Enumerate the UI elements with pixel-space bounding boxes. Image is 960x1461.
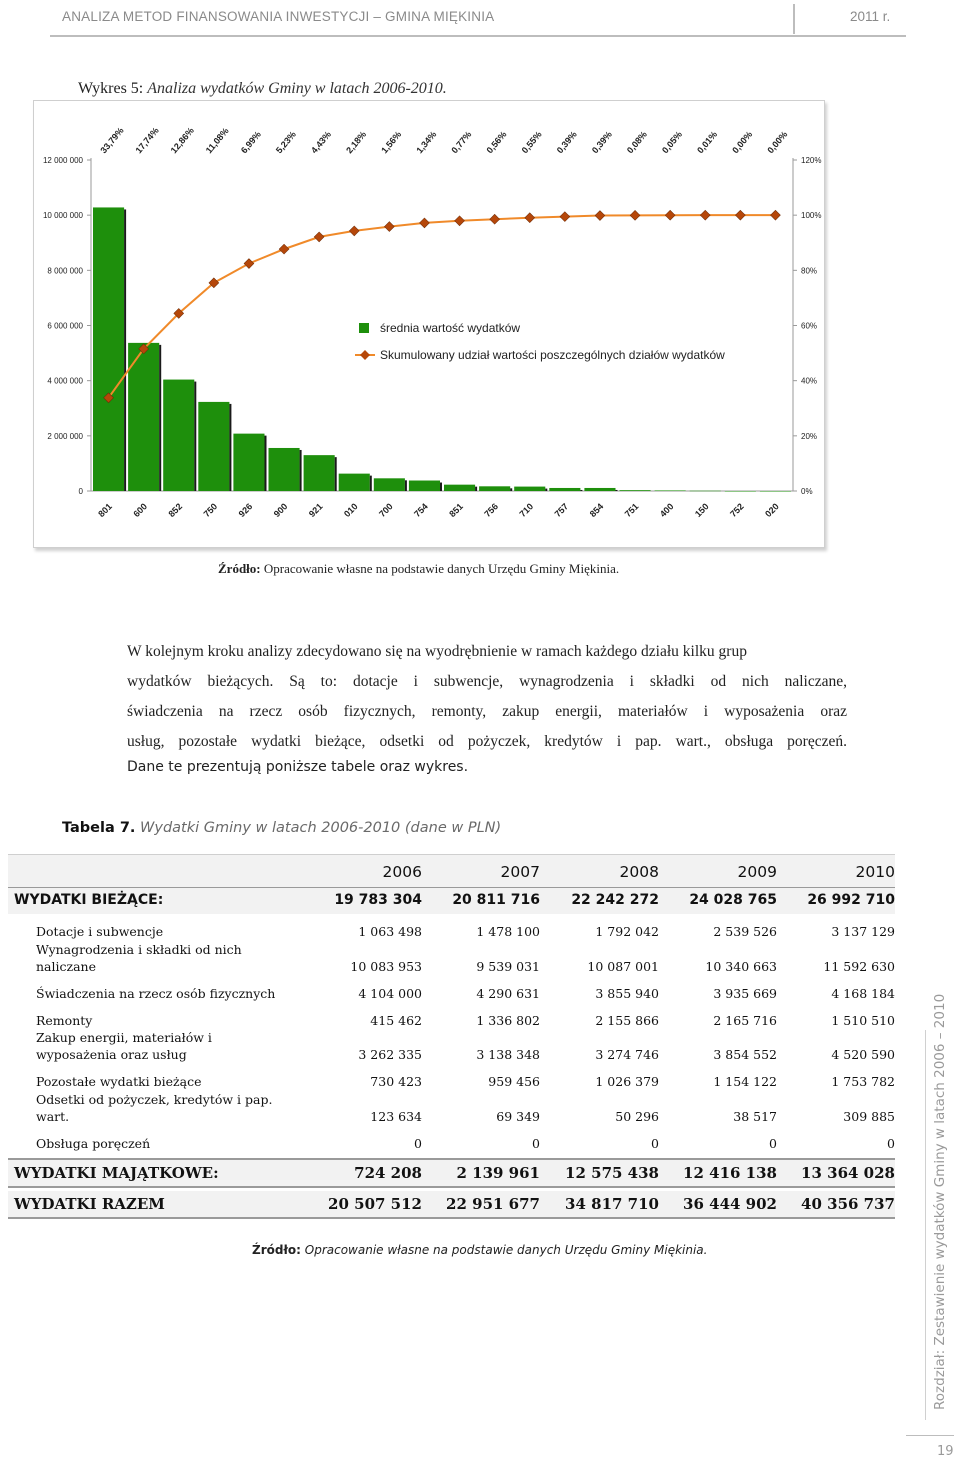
line-point (630, 210, 640, 220)
y2-tick-label: 120% (801, 156, 822, 165)
y-tick-label: 2 000 000 (47, 431, 83, 441)
table-caption: Wydatki Gminy w latach 2006-2010 (dane w PLN) (135, 820, 502, 836)
table-cell: 4 290 631 (476, 986, 540, 1001)
category-label: 710 (517, 501, 536, 520)
table-cell: 20 507 512 (328, 1195, 422, 1213)
table-row (8, 1013, 895, 1031)
table-cell: 730 423 (370, 1074, 422, 1089)
bar (760, 491, 791, 492)
data-label: 0,08% (624, 129, 649, 156)
line-point (525, 213, 535, 223)
y2-tick-label: 20% (801, 431, 818, 441)
bar (198, 402, 229, 491)
year-2008: 2008 (619, 863, 659, 881)
page-number-rule (906, 1435, 954, 1436)
line-point (279, 244, 289, 254)
capital-expenses-label: WYDATKI MAJĄTKOWE: (14, 1164, 219, 1182)
chart-source-text: Opracowanie własne na podstawie danych Urzędu Gminy Miękinia. (260, 561, 620, 576)
category-label: 756 (482, 501, 501, 520)
table-cell: 22 951 677 (446, 1195, 540, 1213)
data-label: 4,43% (309, 129, 334, 156)
table-cell: 10 087 001 (587, 959, 659, 974)
total-expenses-row (8, 1191, 895, 1217)
table-cell: 40 356 737 (801, 1195, 895, 1213)
table-cell: 3 935 669 (713, 986, 777, 1001)
table-row (8, 1030, 895, 1066)
table-cell: 309 885 (843, 1109, 895, 1124)
table-cell: 0 (414, 1136, 422, 1151)
row-label: Odsetki od pożyczek, kredytów i pap. (36, 1092, 273, 1107)
bar-shadow (510, 488, 512, 491)
bar-shadow (475, 487, 477, 491)
year-2007: 2007 (500, 863, 540, 881)
data-label: 33,79% (98, 125, 126, 156)
table-cell: 3 262 335 (358, 1047, 422, 1062)
line-point (595, 211, 605, 221)
bar-shadow (194, 382, 196, 491)
data-label: 0,01% (695, 129, 720, 156)
line-point (244, 259, 254, 269)
chapter-sidebar: Rozdział: Zestawienie wydatków Gminy w latach 2006 – 2010 (932, 993, 948, 1410)
table-cell: 24 028 765 (689, 892, 777, 908)
category-label: 400 (657, 501, 676, 520)
year-2010: 2010 (855, 863, 895, 881)
table-source (252, 1243, 707, 1257)
y2-tick-label: 40% (801, 376, 818, 386)
bar-shadow (300, 450, 302, 491)
table-row (8, 942, 895, 978)
bar-shadow (159, 345, 161, 491)
row-label: Wynagrodzenia i składki od nich (36, 942, 242, 957)
data-label: 6,99% (238, 129, 263, 156)
table-cell: 2 139 961 (456, 1164, 540, 1182)
data-label: 0,39% (554, 129, 579, 156)
paragraph-line-3: świadczenia na rzecz osób fizycznych, remonty, zakup energii, materiałów i wyposażenia oraz (127, 703, 847, 720)
y-tick-label: 4 000 000 (47, 376, 83, 386)
table-cell: 959 456 (488, 1074, 540, 1089)
table-cell: 724 208 (354, 1164, 422, 1182)
data-label: 0,00% (765, 129, 790, 156)
table-cell: 36 444 902 (683, 1195, 777, 1213)
table-cell: 123 634 (370, 1109, 422, 1124)
row-label: Świadczenia na rzecz osób fizycznych (36, 986, 276, 1001)
y2-tick-label: 80% (801, 266, 818, 276)
line-point (665, 210, 675, 220)
year-2009: 2009 (737, 863, 777, 881)
row-label: Dotacje i subwencje (36, 924, 164, 939)
table-cell: 12 575 438 (565, 1164, 659, 1182)
table-cell: 69 349 (496, 1109, 540, 1124)
table-cell: 1 154 122 (713, 1074, 777, 1089)
table-cell: 3 138 348 (476, 1047, 540, 1062)
bar (409, 481, 440, 491)
bar (514, 487, 545, 491)
row-label-continued: wart. (36, 1109, 70, 1124)
bar-shadow (440, 483, 442, 491)
line-point (455, 216, 465, 226)
legend-line-marker (360, 350, 370, 360)
category-label: 852 (166, 501, 185, 520)
category-label: 757 (552, 501, 571, 520)
table-cell: 4 168 184 (831, 986, 895, 1001)
line-point (771, 210, 781, 220)
side-rule (925, 1030, 926, 1420)
category-label: 020 (763, 501, 781, 520)
table-cell: 0 (887, 1136, 895, 1151)
table-cell: 1 792 042 (595, 924, 659, 939)
bar (163, 380, 194, 491)
bar-shadow (335, 457, 337, 491)
paragraph-line-2: wydatków bieżących. Są to: dotacje i subwencje, wynagrodzenia i składki od nich naliczane, (127, 673, 847, 690)
category-label: 700 (377, 501, 395, 520)
page-header (0, 0, 960, 36)
table-cell: 50 296 (615, 1109, 659, 1124)
row-label: Pozostałe wydatki bieżące (36, 1074, 202, 1089)
paragraph-line-4: usług, pozostałe wydatki bieżące, odsetki od pożyczek, kredytów i pap. wart., obsługa poręczeń. (127, 733, 847, 750)
table-cell: 1 753 782 (831, 1074, 895, 1089)
category-label: 752 (728, 501, 746, 520)
bar (269, 448, 300, 491)
table-cell: 20 811 716 (452, 892, 540, 908)
paragraph-line-5: Dane te prezentują poniższe tabele oraz wykres. (127, 759, 469, 775)
line-point (420, 218, 430, 228)
table-divider (8, 1217, 895, 1219)
y-tick-label: 8 000 000 (47, 266, 83, 276)
table-cell: 3 855 940 (595, 986, 659, 1001)
table-cell: 2 539 526 (713, 924, 777, 939)
table-row (8, 1074, 895, 1092)
category-label: 921 (306, 501, 325, 520)
line-point (349, 226, 359, 236)
table-cell: 2 155 866 (595, 1013, 659, 1028)
table-cell: 1 026 379 (595, 1074, 659, 1089)
table-cell: 26 992 710 (807, 892, 895, 908)
data-label: 2,18% (344, 129, 369, 156)
table-cell: 1 336 802 (476, 1013, 540, 1028)
table-cell: 0 (651, 1136, 659, 1151)
bar (479, 486, 510, 491)
data-label: 12,86% (168, 125, 196, 156)
table-cell: 2 165 716 (713, 1013, 777, 1028)
header-year: 2011 r. (850, 9, 891, 24)
category-label: 900 (271, 501, 290, 520)
total-expenses-label: WYDATKI RAZEM (14, 1195, 165, 1213)
table-header-row (8, 854, 895, 889)
data-label: 1,56% (379, 129, 404, 156)
table-cell: 19 783 304 (334, 892, 422, 908)
y-tick-label: 10 000 000 (42, 211, 83, 221)
table-divider (8, 1186, 895, 1188)
row-label-continued: wyposażenia oraz usług (36, 1047, 187, 1062)
table-cell: 12 416 138 (683, 1164, 777, 1182)
chart-source-label: Źródło: (218, 561, 261, 576)
chart-caption (78, 80, 447, 98)
row-label: Obsługa poręczeń (36, 1136, 151, 1151)
table-row (8, 1092, 895, 1128)
data-label: 1,34% (414, 129, 439, 156)
category-label: 926 (236, 501, 255, 520)
chart-caption-title: Analiza wydatków Gminy w latach 2006-2010. (147, 80, 447, 97)
page-number: 19 (937, 1444, 954, 1459)
header-rule (50, 35, 906, 37)
bar (339, 474, 370, 491)
data-label: 0,55% (519, 129, 544, 156)
line-point (700, 210, 710, 220)
bar (584, 488, 615, 491)
bar (444, 485, 475, 491)
row-label: Remonty (36, 1013, 93, 1028)
table-cell: 9 539 031 (476, 959, 540, 974)
data-label: 11,08% (203, 125, 231, 156)
chart-source (218, 561, 619, 577)
table-source-text: Opracowanie własne na podstawie danych Urzędu Gminy Miękinia. (300, 1243, 708, 1257)
chart-caption-prefix: Wykres 5: (78, 80, 148, 97)
bar-shadow (370, 476, 372, 491)
legend-line-label: Skumulowany udział wartości poszczególnych działów wydatków (380, 348, 725, 362)
pareto-chart (33, 100, 823, 546)
table-cell: 38 517 (733, 1109, 777, 1124)
y2-tick-label: 0% (801, 487, 813, 496)
bar-shadow (229, 404, 231, 491)
category-label: 150 (692, 501, 711, 520)
data-label: 0,56% (484, 129, 509, 156)
table-cell: 11 592 630 (823, 959, 895, 974)
table-source-label: Źródło: (252, 1243, 301, 1257)
data-label: 0,77% (449, 129, 474, 156)
bar (233, 434, 264, 491)
header-divider (793, 4, 795, 34)
category-label: 851 (447, 501, 465, 520)
table-cell: 0 (532, 1136, 540, 1151)
category-label: 751 (622, 501, 641, 520)
line-point (735, 210, 745, 220)
bar (304, 455, 335, 491)
category-label: 754 (412, 501, 430, 520)
bar (690, 491, 721, 492)
table-cell: 13 364 028 (801, 1164, 895, 1182)
bar (93, 207, 124, 491)
bar (549, 488, 580, 491)
table-cell: 4 520 590 (831, 1047, 895, 1062)
bar-shadow (265, 436, 267, 491)
data-label: 0,05% (660, 129, 685, 156)
table-cell: 1 063 498 (358, 924, 422, 939)
data-label: 5,23% (273, 129, 298, 156)
current-expenses-row (8, 888, 895, 914)
bar (655, 490, 686, 491)
bar (374, 478, 405, 491)
bar-shadow (405, 480, 407, 491)
y-tick-label: 6 000 000 (47, 321, 83, 331)
row-label: Zakup energii, materiałów i (36, 1030, 212, 1045)
category-label: 801 (96, 501, 114, 520)
table-cell: 0 (769, 1136, 777, 1151)
category-label: 750 (201, 501, 220, 520)
paragraph-line-1: W kolejnym kroku analizy zdecydowano się na wyodrębnienie w ramach każdego działu kilku grup (127, 643, 747, 660)
category-label: 854 (587, 501, 606, 520)
bar (725, 491, 756, 492)
y2-tick-label: 60% (801, 321, 818, 331)
cumulative-line (109, 215, 776, 398)
data-label: 0,00% (730, 129, 755, 156)
table-cell: 415 462 (370, 1013, 422, 1028)
y-tick-label: 0 (78, 487, 83, 496)
y2-tick-label: 100% (801, 211, 822, 221)
bar-shadow (124, 209, 126, 491)
table-cell: 34 817 710 (565, 1195, 659, 1213)
table-cell: 3 854 552 (713, 1047, 777, 1062)
line-point (560, 212, 570, 222)
table-row (8, 924, 895, 942)
bar-shadow (580, 490, 582, 491)
data-label: 0,39% (589, 129, 614, 156)
table-cell: 22 242 272 (571, 892, 659, 908)
capital-expenses-row (8, 1160, 895, 1186)
row-label-continued: naliczane (36, 959, 96, 974)
current-expenses-label: WYDATKI BIEŻĄCE: (14, 892, 164, 908)
line-point (384, 222, 394, 232)
table-cell: 1 510 510 (831, 1013, 895, 1028)
table-row (8, 1136, 895, 1154)
line-point (490, 214, 500, 224)
year-2006: 2006 (382, 863, 422, 881)
header-title: ANALIZA METOD FINANSOWANIA INWESTYCJI – GMINA MIĘKINIA (62, 9, 495, 24)
table-row (8, 986, 895, 1004)
legend-bar-swatch (359, 323, 369, 333)
table-cell: 3 274 746 (595, 1047, 659, 1062)
table-label: Tabela 7. (62, 820, 136, 836)
category-label: 010 (341, 501, 360, 520)
data-label: 17,74% (133, 125, 161, 156)
bar (620, 490, 651, 491)
table-cell: 4 104 000 (358, 986, 422, 1001)
bar-shadow (545, 489, 547, 491)
legend-bar-label: średnia wartość wydatków (380, 321, 521, 335)
line-point (314, 232, 324, 242)
bar-shadow (616, 490, 618, 491)
table-title (62, 820, 501, 836)
table-cell: 10 083 953 (350, 959, 422, 974)
category-label: 600 (131, 501, 150, 520)
table-cell: 10 340 663 (705, 959, 777, 974)
table-cell: 1 478 100 (476, 924, 540, 939)
table-cell: 3 137 129 (831, 924, 895, 939)
y-tick-label: 12 000 000 (42, 156, 83, 165)
